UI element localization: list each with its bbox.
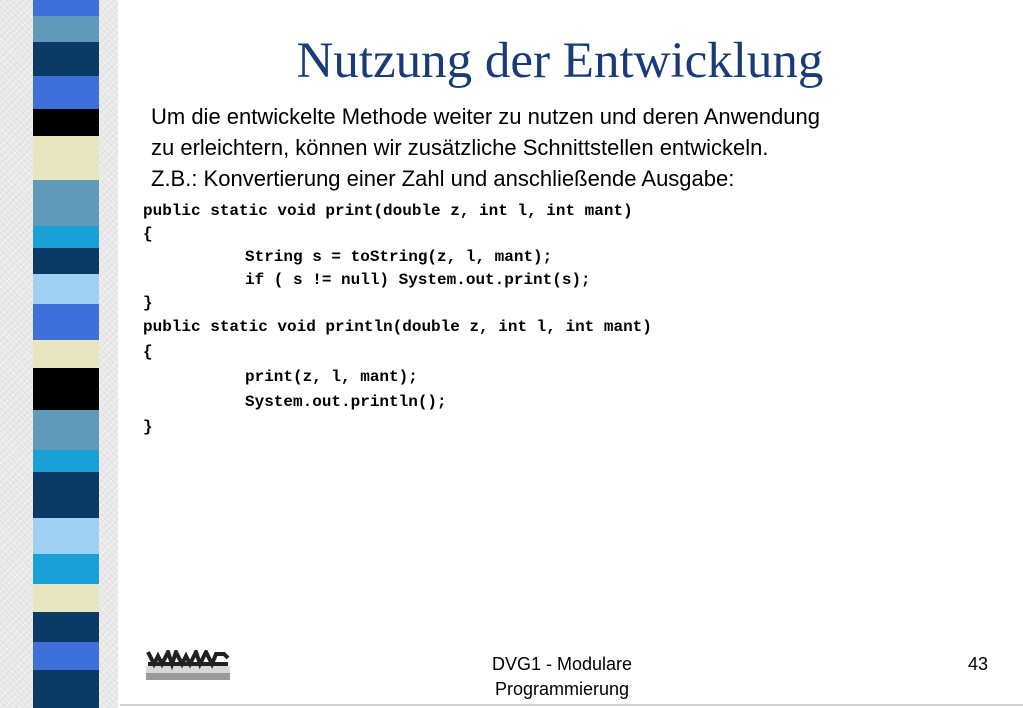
stripe-band xyxy=(33,670,99,708)
course-line: Programmierung xyxy=(494,679,630,699)
stripe-band xyxy=(33,248,99,274)
stripe-band xyxy=(33,368,99,410)
footer-divider xyxy=(120,704,1023,706)
stripe-band xyxy=(33,76,99,109)
stripe-band xyxy=(33,584,99,612)
stripe-band xyxy=(33,274,99,304)
code-line: print(z, l, mant); xyxy=(245,368,418,386)
stripe-band xyxy=(33,180,99,208)
code-line: if ( s != null) System.out.print(s); xyxy=(245,271,591,289)
intro-line: Um die entwickelte Methode weiter zu nutzen und deren Anwendung xyxy=(151,104,820,129)
stripe-band xyxy=(33,42,99,76)
stripe-band xyxy=(33,642,99,670)
stripe-band xyxy=(33,109,99,136)
stripe-band xyxy=(33,136,99,180)
stripe-band xyxy=(33,226,99,248)
stripe-band xyxy=(33,340,99,368)
intro-line: zu erleichtern, können wir zusätzliche Schnittstellen entwickeln. xyxy=(151,135,769,160)
code-line: public static void println(double z, int l, int mant) xyxy=(143,318,652,336)
code-line: public static void print(double z, int l, int mant) xyxy=(143,202,633,220)
stripe-band xyxy=(33,472,99,518)
code-line: } xyxy=(143,418,153,436)
stripe-band xyxy=(33,554,99,584)
stripe-band xyxy=(33,0,99,16)
page-number: 43 xyxy=(967,654,988,674)
intro-text xyxy=(151,101,991,194)
stripe-band xyxy=(33,410,99,450)
decorative-color-stripe xyxy=(0,0,118,708)
code-line: { xyxy=(143,225,153,243)
intro-line: Z.B.: Konvertierung einer Zahl und anschließende Ausgabe: xyxy=(151,166,735,191)
code-line: String s = toString(z, l, mant); xyxy=(245,248,553,266)
slide-title: Nutzung der Entwicklung xyxy=(296,33,824,89)
stripe-band xyxy=(33,16,99,42)
stripe-band xyxy=(33,612,99,642)
code-line: System.out.println(); xyxy=(245,393,447,411)
stripe-band xyxy=(33,304,99,340)
stripe-band xyxy=(33,208,99,226)
course-line: DVG1 - Modulare xyxy=(491,654,633,674)
logo-icon xyxy=(146,650,230,680)
code-line: } xyxy=(143,294,153,312)
code-line: { xyxy=(143,343,153,361)
stripe-band xyxy=(33,450,99,472)
course-name xyxy=(432,652,692,702)
stripe-band xyxy=(33,518,99,554)
